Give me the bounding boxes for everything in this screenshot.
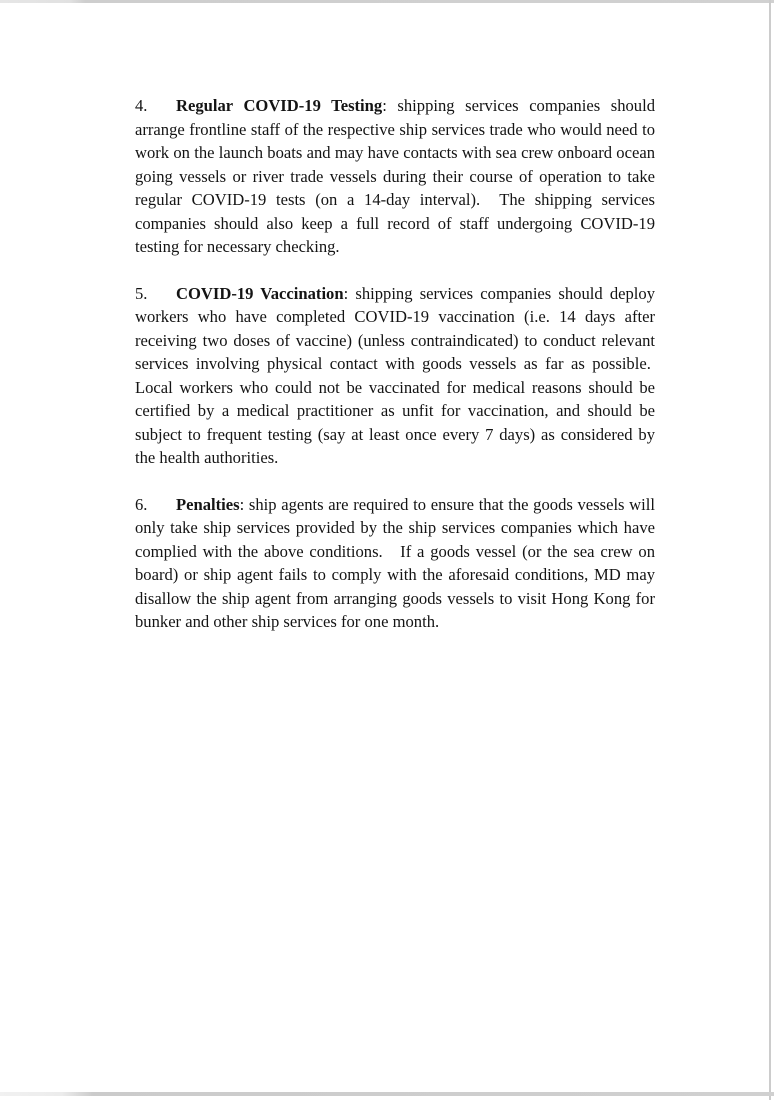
paragraph-number: 6. — [135, 494, 148, 514]
document-body — [135, 94, 655, 657]
paragraph-5-vaccination — [135, 282, 655, 470]
paragraph-6-penalties — [135, 493, 655, 634]
page-right-edge — [769, 0, 771, 1100]
paragraph-heading: COVID-19 Vaccination — [176, 283, 344, 303]
paragraph-number: 4. — [135, 96, 148, 115]
paragraph-body: : shipping services companies should deploy workers who have completed COVID-19 vaccination (i.e. 14 days after receiving two doses of vaccine) (unless contraindicated) to conduct relevant services involving physical contact with goods vessels as far as possible. Local workers who could not be vaccinated for medical reasons should be certified by a medical practitioner as unfit for vaccination, and should be subject to frequent testing (say at least once every 7 days) as considered by the health authorities. — [135, 283, 655, 467]
paragraph-body: : shipping services companies should arrange frontline staff of the respective ship services trade who would need to work on the launch boats and may have contacts with sea crew onboard ocean going vessels or river trade vessels during their course of operation to take regular COVID-19 tests (on a 14-day interval). The shipping services companies should also keep a full record of staff undergoing COVID-19 testing for necessary checking. — [135, 96, 656, 256]
page-top-edge — [0, 0, 774, 3]
paragraph-number: 5. — [135, 283, 148, 303]
page-bottom-edge — [0, 1092, 774, 1096]
paragraph-body: : ship agents are required to ensure that the goods vessels will only take ship services provided by the ship services companies which have complied with the above conditions. If a goods vessel (or the sea crew on board) or ship agent fails to comply with the aforesaid conditions, MD may disallow the ship agent from arranging goods vessels to visit Hong Kong for bunker and other ship services for one month. — [135, 494, 655, 631]
paragraph-heading: Regular COVID-19 Testing — [176, 96, 383, 115]
paragraph-heading: Penalties — [176, 494, 240, 514]
paragraph-4-regular-testing — [135, 94, 655, 259]
